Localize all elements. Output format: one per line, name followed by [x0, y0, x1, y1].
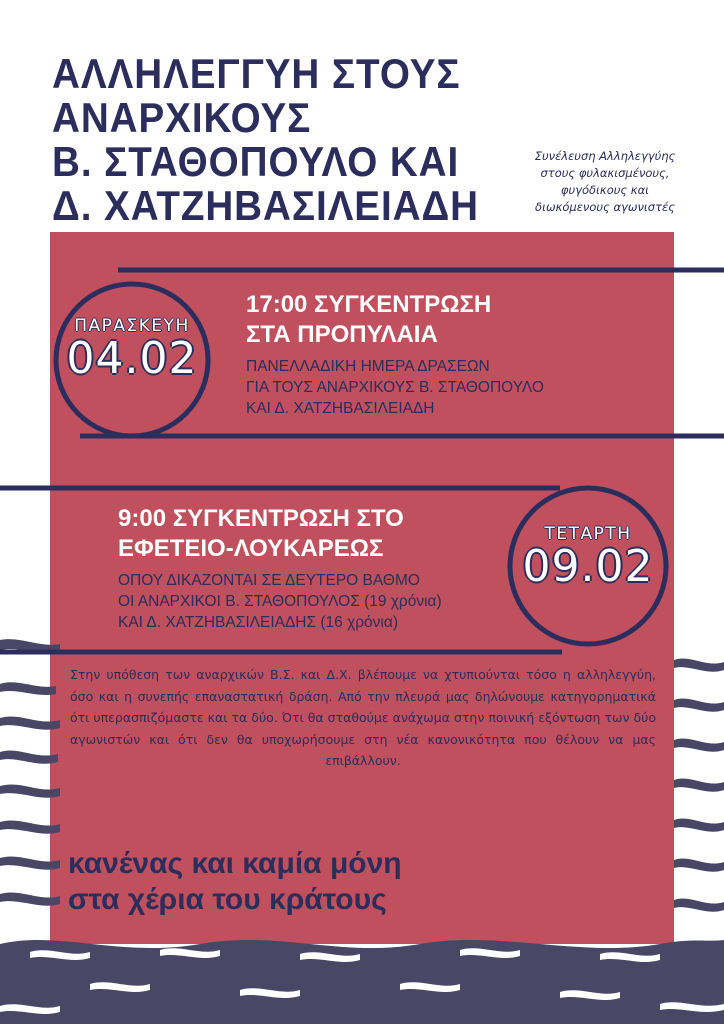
- event2-heading-line-2: ΕΦΕΤΕΙΟ-ΛΟΥΚΑΡΕΩΣ: [118, 535, 384, 562]
- event2-day: ΤΕΤΑΡΤΗ: [544, 524, 632, 544]
- event1-heading-line-1: 17:00 ΣΥΓΚΕΝΤΡΩΣΗ: [246, 291, 492, 318]
- event1-day: ΠΑΡΑΣΚΕΥΗ: [74, 316, 190, 336]
- event2-heading-line-1: 9:00 ΣΥΓΚΕΝΤΡΩΣΗ ΣΤΟ: [118, 505, 404, 532]
- event1-date: 04.02: [66, 333, 198, 384]
- assembly-line-2: στους φυλακισμένους,: [540, 166, 670, 180]
- event2-details-line-3: ΚΑΙ Δ. ΧΑΤΖΗΒΑΣΙΛΕΙΑΔΗΣ (16 χρόνια): [118, 614, 398, 631]
- event1-heading-line-2: ΣΤΑ ΠΡΟΠΥΛΑΙΑ: [246, 321, 438, 348]
- event1-date-badge: [56, 316, 208, 382]
- slogan-line-2: στα χέρια του κράτους: [68, 883, 387, 916]
- event2-date-badge: [512, 524, 664, 590]
- title-line-1: ΑΛΛΗΛΕΓΓΥΗ ΣΤΟΥΣ: [52, 50, 461, 97]
- statement-paragraph: Στην υπόθεση των αναρχικών Β.Σ. και Δ.Χ. βλέπουμε να χτυπιούνται τόσο η αλληλεγγύη, όσο και η συνεπής επαναστατική δράση. Από την πλευρά μας δηλώνουμε κατηγορηματικά ότι υπερασπιζόμαστε και τα δύο. Ότι θα σταθούμε ανάχωμα στην ποινική εξόντωση των δύο αγωνιστών και ότι δεν θα υποχωρήσουμε στη νέα κανονικότητα που θέλουν να μας επιβάλλουν.: [70, 667, 656, 768]
- title-line-4: Δ. ΧΑΤΖΗΒΑΣΙΛΕΙΑΔΗ: [52, 182, 479, 229]
- title-line-2: ΑΝΑΡΧΙΚΟΥΣ: [52, 94, 312, 141]
- assembly-line-1: Συνέλευση Αλληλεγγύης: [534, 149, 676, 163]
- event1-heading: [246, 290, 491, 350]
- event1-details-line-1: ΠΑΝΕΛΛΑΔΙΚΗ ΗΜΕΡΑ ΔΡΑΣΕΩΝ: [246, 358, 490, 375]
- event2-date: 09.02: [522, 541, 654, 592]
- slogan: [68, 846, 402, 918]
- slogan-line-1: κανένας και καμία μόνη: [68, 847, 402, 880]
- event1-details-line-3: ΚΑΙ Δ. ΧΑΤΖΗΒΑΣΙΛΕΙΑΔΗ: [246, 400, 435, 417]
- assembly-line-3: φυγόδικους και: [560, 183, 650, 197]
- event2-heading: [118, 504, 404, 564]
- event2-details: [118, 570, 442, 633]
- event1-details: [246, 356, 544, 419]
- title-line-3: Β. ΣΤΑΘΟΠΟΥΛΟ ΚΑΙ: [52, 138, 460, 185]
- event2-details-line-2: ΟΙ ΑΝΑΡΧΙΚΟΙ Β. ΣΤΑΘΟΠΟΥΛΟΣ (19 χρόνια): [118, 593, 442, 610]
- event1-details-line-2: ΓΙΑ ΤΟΥΣ ΑΝΑΡΧΙΚΟΥΣ Β. ΣΤΑΘΟΠΟΥΛΟ: [246, 379, 544, 396]
- assembly-line-4: διωκόμενους αγωνιστές: [535, 200, 675, 214]
- event2-details-line-1: ΟΠΟΥ ΔΙΚΑΖΟΝΤΑΙ ΣΕ ΔΕΥΤΕΡΟ ΒΑΘΜΟ: [118, 572, 420, 589]
